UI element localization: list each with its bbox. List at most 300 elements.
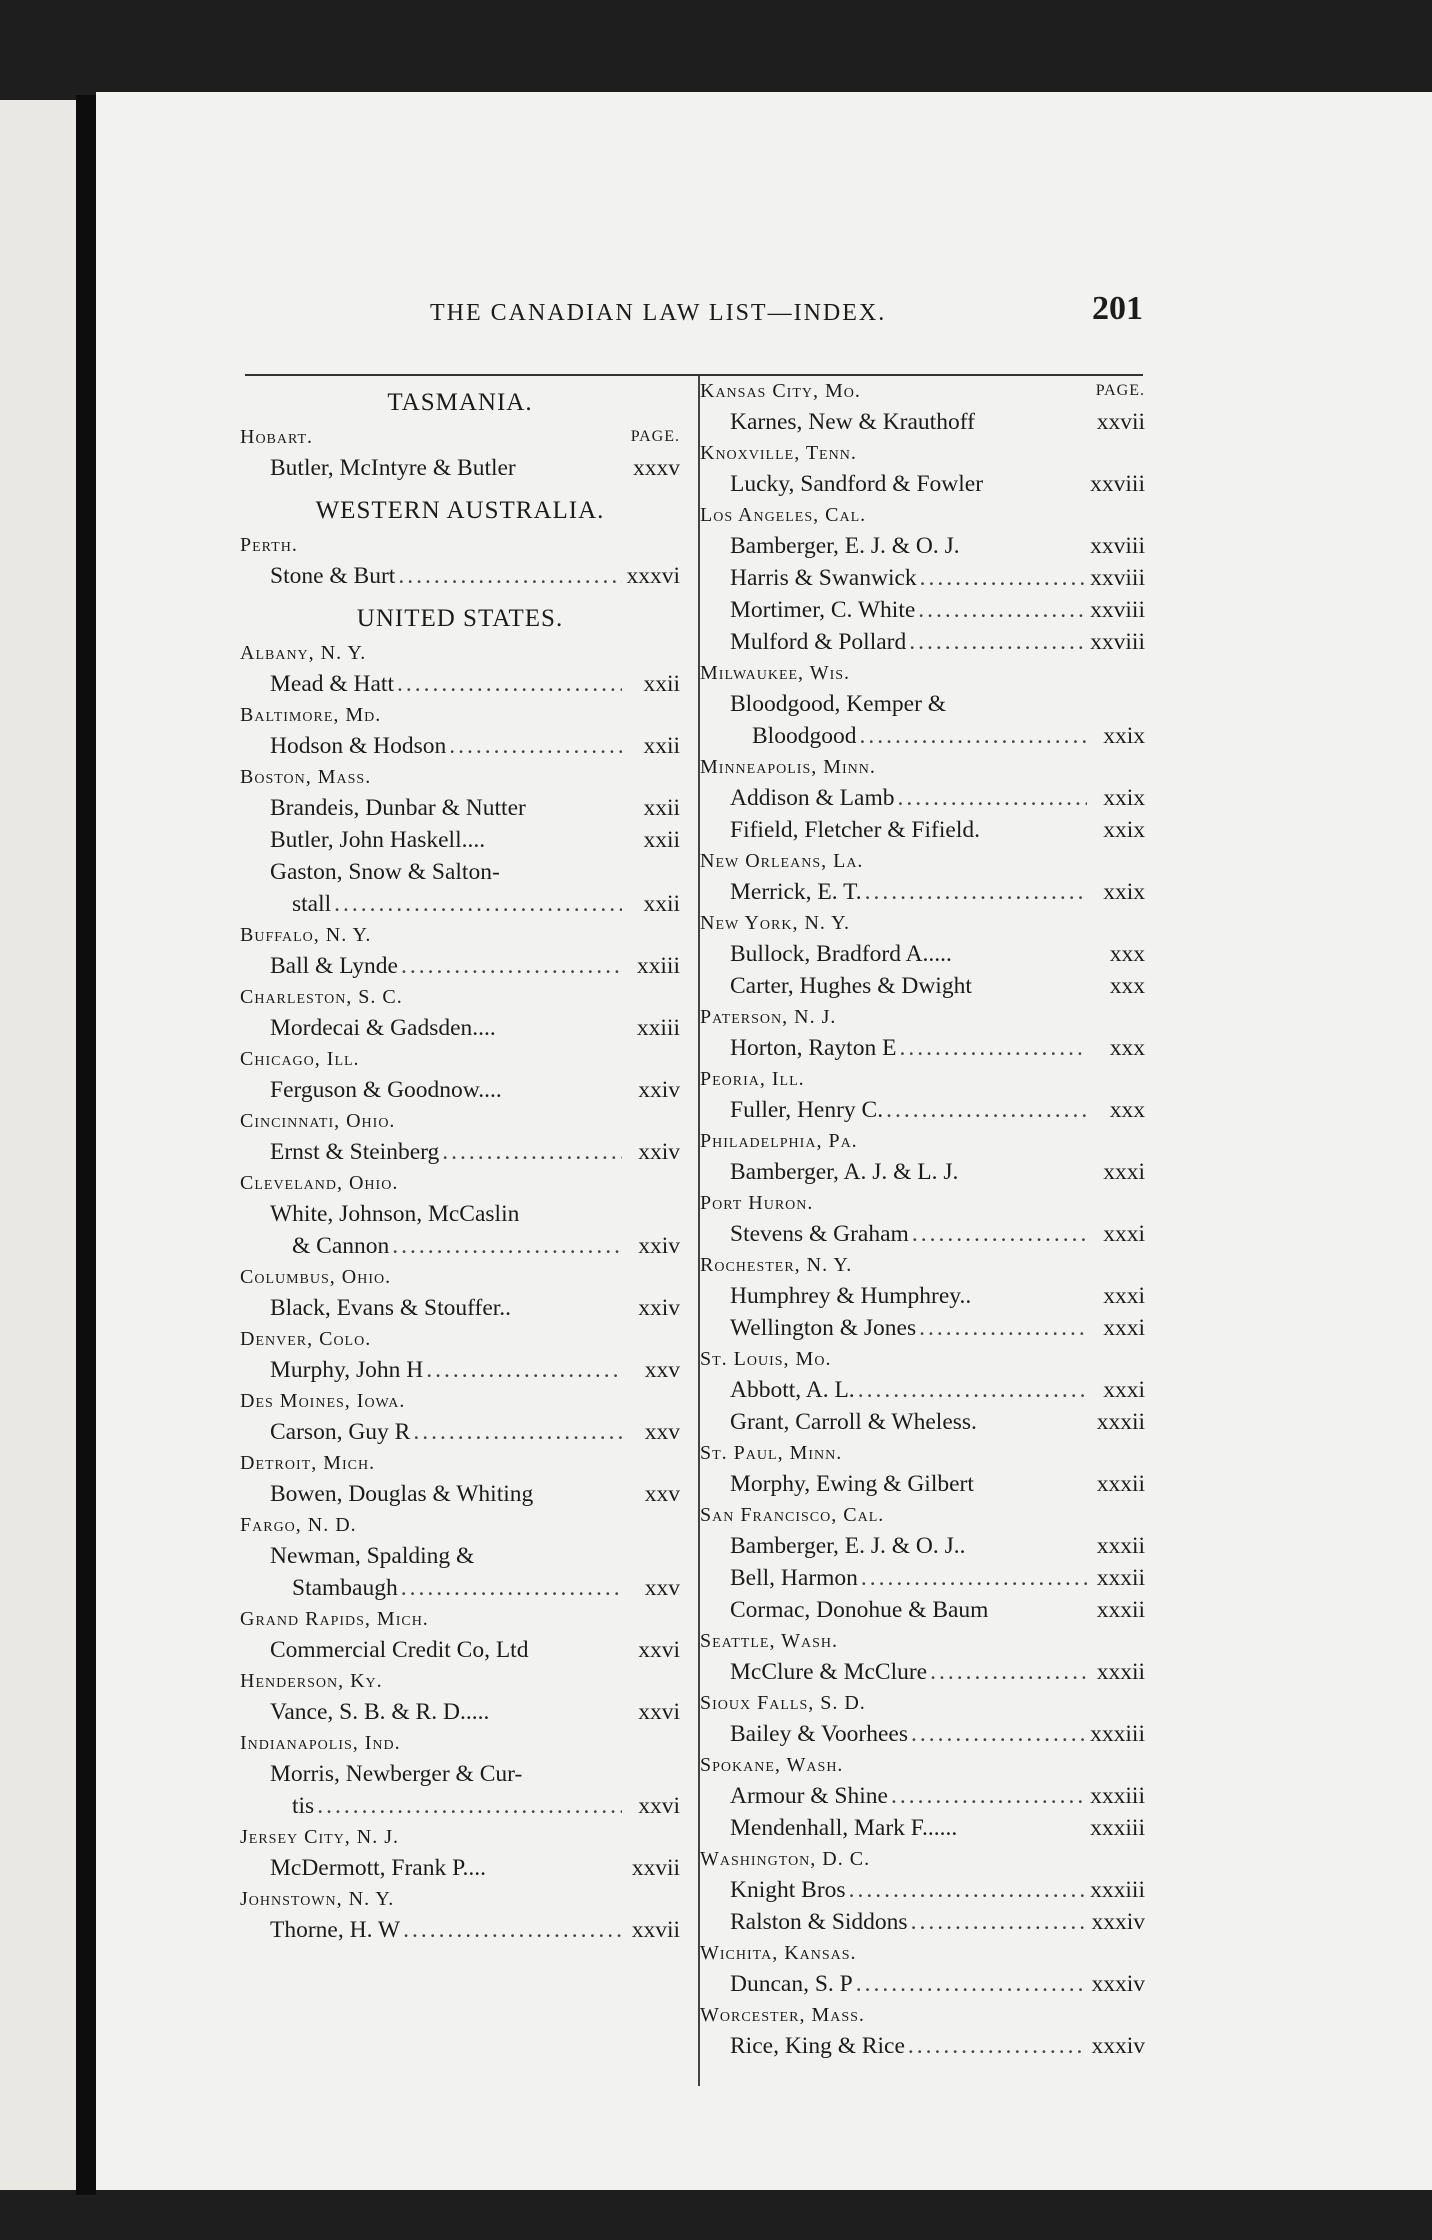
city-heading	[240, 1510, 680, 1540]
page-reference: xxix	[1103, 879, 1145, 905]
index-entry	[240, 1198, 680, 1230]
leader-dots	[917, 562, 1087, 594]
city-heading	[240, 1728, 680, 1758]
page-reference	[622, 1540, 680, 1572]
entry-name: Ralston & Siddons	[730, 1909, 908, 1935]
city-name: Denver, Colo.	[240, 1328, 372, 1350]
page-reference: xxxiv	[1091, 2033, 1145, 2059]
entry-name: Morphy, Ewing & Gilbert	[730, 1471, 974, 1497]
city-heading	[240, 1666, 680, 1696]
entry-name: Newman, Spalding &	[270, 1543, 475, 1569]
city-name: Jersey City, N. J.	[240, 1826, 400, 1848]
entry-name: Merrick, E. T.	[730, 879, 862, 905]
index-entry	[240, 792, 680, 824]
city-name: Peoria, Ill.	[700, 1068, 805, 1090]
index-entry	[240, 1790, 680, 1822]
leader-dots	[905, 2030, 1087, 2062]
index-entry	[700, 1718, 1145, 1750]
city-heading	[700, 1688, 1145, 1718]
entry-name: Thorne, H. W	[270, 1917, 401, 1943]
entry-name: Abbott, A. L.	[730, 1377, 855, 1403]
page-reference: xxxiii	[1090, 1815, 1145, 1841]
page-reference: xxii	[643, 671, 680, 697]
entry-name: Ball & Lynde	[270, 953, 398, 979]
entry-name: Knight Bros	[730, 1877, 846, 1903]
index-column-right	[700, 376, 1145, 2062]
index-entry	[700, 688, 1145, 720]
index-entry	[700, 1280, 1145, 1312]
page-reference: xxxiv	[1091, 1909, 1145, 1935]
entry-name: Mead & Hatt	[270, 671, 394, 697]
index-entry	[700, 530, 1145, 562]
entry-name: Hodson & Hodson	[270, 733, 447, 759]
index-entry	[240, 1572, 680, 1604]
city-heading	[700, 1126, 1145, 1156]
city-name: New York, N. Y.	[700, 912, 851, 934]
index-entry	[700, 1968, 1145, 2000]
page-reference: xxiv	[638, 1077, 680, 1103]
entry-name: McDermott, Frank P....	[270, 1855, 487, 1881]
entry-name: Stambaugh	[292, 1575, 398, 1601]
previous-page-edge	[0, 100, 76, 2190]
page-reference: xxiv	[638, 1295, 680, 1321]
leader-dots	[858, 1562, 1087, 1594]
city-name: Fargo, N. D.	[240, 1514, 357, 1536]
page-reference: xxxii	[1096, 1533, 1145, 1559]
index-entry	[240, 668, 680, 700]
city-heading	[240, 422, 680, 452]
entry-name: Bloodgood, Kemper &	[730, 691, 947, 717]
index-entry	[240, 1292, 680, 1324]
city-name: Chicago, Ill.	[240, 1048, 360, 1070]
page-reference: xxiv	[638, 1233, 680, 1259]
city-name: San Francisco, Cal.	[700, 1504, 885, 1526]
city-heading	[700, 1626, 1145, 1656]
index-entry	[700, 782, 1145, 814]
city-name: Perth.	[240, 534, 298, 556]
section-heading: WESTERN AUSTRALIA.	[315, 497, 605, 524]
city-heading	[700, 376, 1145, 406]
entry-name: Vance, S. B. & R. D.....	[270, 1699, 490, 1725]
leader-dots	[908, 1718, 1087, 1750]
page-reference: xxxiii	[1090, 1721, 1145, 1747]
leader-dots	[896, 1032, 1087, 1064]
entry-name: Mordecai & Gadsden....	[270, 1015, 496, 1041]
index-entry	[700, 626, 1145, 658]
page-reference: xxxiii	[1090, 1877, 1145, 1903]
city-name: Boston, Mass.	[240, 766, 372, 788]
city-name: Philadelphia, Pa.	[700, 1130, 858, 1152]
index-entry	[240, 1136, 680, 1168]
city-heading	[700, 1250, 1145, 1280]
leader-dots	[853, 1968, 1087, 2000]
page-reference: xxxi	[1103, 1159, 1145, 1185]
entry-name: Murphy, John H	[270, 1357, 424, 1383]
page-reference: xxx	[1109, 941, 1145, 967]
city-heading	[240, 1604, 680, 1634]
entry-name: Bell, Harmon	[730, 1565, 858, 1591]
page-reference: xxxii	[1096, 1565, 1145, 1591]
page-reference: xxiv	[638, 1139, 680, 1165]
index-entry	[700, 1094, 1145, 1126]
page-reference: xxii	[643, 891, 680, 917]
index-entry	[240, 824, 680, 856]
page-reference: xxxii	[1096, 1409, 1145, 1435]
page-reference: xxix	[1103, 785, 1145, 811]
index-entry	[240, 1416, 680, 1448]
index-entry	[240, 1758, 680, 1790]
index-entry	[700, 1594, 1145, 1626]
page-reference: xxviii	[1090, 629, 1145, 655]
city-name: Milwaukee, Wis.	[700, 662, 851, 684]
city-heading	[240, 1044, 680, 1074]
index-entry	[240, 1074, 680, 1106]
entry-name: Armour & Shine	[730, 1783, 888, 1809]
city-name: Grand Rapids, Mich.	[240, 1608, 429, 1630]
page-reference: xxx	[1109, 1035, 1145, 1061]
entry-name: Butler, McIntyre & Butler	[270, 455, 516, 481]
city-name: Sioux Falls, S. D.	[700, 1692, 866, 1714]
entry-name: Lucky, Sandford & Fowler	[730, 471, 984, 497]
index-entry	[700, 1312, 1145, 1344]
index-entry	[700, 1812, 1145, 1844]
entry-name: Bamberger, A. J. & L. J.	[730, 1159, 959, 1185]
page-reference: xxii	[643, 827, 680, 853]
index-entry	[700, 970, 1145, 1002]
leader-dots	[394, 668, 622, 700]
section-heading: UNITED STATES.	[356, 605, 564, 632]
page-reference: xxxi	[1103, 1221, 1145, 1247]
leader-dots	[909, 1218, 1087, 1250]
city-name: New Orleans, La.	[700, 850, 864, 872]
leader-dots	[398, 1572, 622, 1604]
page-reference: xxxi	[1103, 1377, 1145, 1403]
index-column-left	[240, 376, 680, 1946]
index-entry	[240, 560, 680, 592]
entry-name: Cormac, Donohue & Baum	[730, 1597, 989, 1623]
page-reference: xxvi	[638, 1637, 680, 1663]
leader-dots	[395, 560, 622, 592]
entry-name: stall	[292, 891, 332, 917]
city-name: Hobart.	[240, 426, 314, 448]
entry-name: Carson, Guy R	[270, 1419, 411, 1445]
index-entry	[700, 406, 1145, 438]
index-entry	[700, 1656, 1145, 1688]
entry-name: Black, Evans & Stouffer..	[270, 1295, 512, 1321]
index-entry	[700, 1156, 1145, 1188]
leader-dots	[906, 626, 1087, 658]
city-heading	[700, 1500, 1145, 1530]
city-heading	[240, 1168, 680, 1198]
city-heading	[700, 1844, 1145, 1874]
page-reference: xxxii	[1096, 1471, 1145, 1497]
city-heading	[240, 700, 680, 730]
leader-dots	[398, 950, 622, 982]
city-name: Kansas City, Mo.	[700, 380, 861, 402]
page-reference: xxvii	[1096, 409, 1145, 435]
page-column-label: PAGE.	[630, 428, 680, 445]
city-name: Des Moines, Iowa.	[240, 1390, 406, 1412]
index-entry	[700, 1562, 1145, 1594]
entry-name: Bamberger, E. J. & O. J..	[730, 1533, 966, 1559]
city-heading	[240, 530, 680, 560]
entry-name: Bamberger, E. J. & O. J.	[730, 533, 960, 559]
leader-dots	[439, 1136, 622, 1168]
city-name: Detroit, Mich.	[240, 1452, 376, 1474]
city-heading	[240, 1448, 680, 1478]
index-entry	[700, 1406, 1145, 1438]
entry-name: Bloodgood	[752, 723, 857, 749]
city-heading	[240, 1822, 680, 1852]
index-entry	[700, 2030, 1145, 2062]
page-reference: xxxiii	[1090, 1783, 1145, 1809]
entry-name: Fuller, Henry C.	[730, 1097, 884, 1123]
page-reference: xxvi	[638, 1699, 680, 1725]
page-reference: xxiii	[636, 953, 680, 979]
entry-name: Stevens & Graham	[730, 1221, 909, 1247]
entry-name: Humphrey & Humphrey..	[730, 1283, 972, 1309]
leader-dots	[423, 1354, 622, 1386]
city-name: Johnstown, N. Y.	[240, 1888, 395, 1910]
city-heading	[240, 638, 680, 668]
page-reference: xxix	[1103, 723, 1145, 749]
city-name: St. Paul, Minn.	[700, 1442, 843, 1464]
leader-dots	[855, 1374, 1087, 1406]
leader-dots	[400, 1914, 622, 1946]
leader-dots	[410, 1416, 622, 1448]
index-entry	[700, 468, 1145, 500]
index-entry	[700, 876, 1145, 908]
city-name: Columbus, Ohio.	[240, 1266, 392, 1288]
city-name: Wichita, Kansas.	[700, 1942, 857, 1964]
city-heading	[240, 1262, 680, 1292]
city-heading	[240, 920, 680, 950]
leader-dots	[856, 720, 1087, 752]
index-entry	[700, 1468, 1145, 1500]
index-entry	[700, 1032, 1145, 1064]
index-entry	[240, 1478, 680, 1510]
city-name: Rochester, N. Y.	[700, 1254, 853, 1276]
entry-name: Karnes, New & Krauthoff	[730, 409, 975, 435]
city-heading	[700, 500, 1145, 530]
page-reference	[622, 856, 680, 888]
city-heading	[240, 982, 680, 1012]
index-entry	[700, 720, 1145, 752]
city-heading	[240, 762, 680, 792]
leader-dots	[331, 888, 622, 920]
city-name: Cleveland, Ohio.	[240, 1172, 399, 1194]
index-entry	[700, 938, 1145, 970]
entry-name: Addison & Lamb	[730, 785, 895, 811]
entry-name: White, Johnson, McCaslin	[270, 1201, 520, 1227]
city-name: Spokane, Wash.	[700, 1754, 844, 1776]
city-name: Paterson, N. J.	[700, 1006, 837, 1028]
entry-name: Stone & Burt	[270, 563, 396, 589]
entry-name: Ferguson & Goodnow....	[270, 1077, 502, 1103]
page-reference: xxv	[644, 1419, 680, 1445]
page-reference: xxxv	[633, 455, 680, 481]
index-entry	[240, 856, 680, 888]
page-reference: xxv	[644, 1575, 680, 1601]
entry-name: Bailey & Voorhees	[730, 1721, 908, 1747]
city-name: Baltimore, Md.	[240, 704, 382, 726]
index-entry	[700, 1218, 1145, 1250]
page-reference: xxviii	[1090, 471, 1145, 497]
header-title: THE CANADIAN LAW LIST—INDEX.	[430, 300, 887, 326]
entry-name: Horton, Rayton E	[730, 1035, 897, 1061]
index-entry	[240, 1230, 680, 1262]
leader-dots	[888, 1780, 1087, 1812]
page-reference: xxv	[644, 1357, 680, 1383]
page-reference	[1087, 688, 1145, 720]
page-reference: xxxiv	[1091, 1971, 1145, 1997]
city-heading	[700, 752, 1145, 782]
page-reference: xxvii	[631, 1855, 680, 1881]
leader-dots	[389, 1230, 622, 1262]
index-entry	[240, 1634, 680, 1666]
city-heading	[240, 1324, 680, 1354]
city-heading	[700, 2000, 1145, 2030]
city-name: Knoxville, Tenn.	[700, 442, 857, 464]
city-name: Cincinnati, Ohio.	[240, 1110, 396, 1132]
running-header	[430, 290, 1143, 327]
city-heading	[700, 908, 1145, 938]
page-reference: xxxii	[1096, 1597, 1145, 1623]
section-heading: TASMANIA.	[387, 389, 533, 416]
entry-name: Wellington & Jones	[730, 1315, 917, 1341]
leader-dots	[915, 594, 1087, 626]
page-reference: xxix	[1103, 817, 1145, 843]
entry-name: Morris, Newberger & Cur-	[270, 1761, 523, 1787]
entry-name: Commercial Credit Co, Ltd	[270, 1637, 529, 1663]
entry-name: tis	[292, 1793, 315, 1819]
page-reference: xxvii	[631, 1917, 680, 1943]
index-entry	[700, 814, 1145, 846]
page-reference: xxxii	[1096, 1659, 1145, 1685]
city-heading	[240, 1106, 680, 1136]
city-name: Buffalo, N. Y.	[240, 924, 372, 946]
entry-name: Mulford & Pollard	[730, 629, 907, 655]
leader-dots	[846, 1874, 1087, 1906]
leader-dots	[314, 1790, 622, 1822]
index-entry	[700, 1906, 1145, 1938]
city-heading	[240, 1386, 680, 1416]
leader-dots	[883, 1094, 1087, 1126]
book-gutter	[76, 95, 96, 2195]
entry-name: Butler, John Haskell....	[270, 827, 486, 853]
entry-name: Rice, King & Rice	[730, 2033, 905, 2059]
entry-name: Harris & Swanwick	[730, 565, 917, 591]
index-entry	[240, 950, 680, 982]
entry-name: & Cannon	[292, 1233, 390, 1259]
page-reference: xxviii	[1090, 597, 1145, 623]
page-reference: xxii	[643, 733, 680, 759]
city-heading	[700, 1438, 1145, 1468]
city-heading	[700, 1750, 1145, 1780]
page-reference: xxxi	[1103, 1283, 1145, 1309]
page-reference: xxv	[644, 1481, 680, 1507]
index-entry	[700, 1780, 1145, 1812]
city-name: Los Angeles, Cal.	[700, 504, 867, 526]
index-entry	[240, 1852, 680, 1884]
page-reference: xxxi	[1103, 1315, 1145, 1341]
entry-name: Carter, Hughes & Dwight	[730, 973, 972, 999]
city-name: Indianapolis, Ind.	[240, 1732, 401, 1754]
city-name: Minneapolis, Minn.	[700, 756, 876, 778]
index-entry	[700, 594, 1145, 626]
page-column-label: PAGE.	[1095, 382, 1145, 399]
city-name: Seattle, Wash.	[700, 1630, 838, 1652]
index-entry	[240, 888, 680, 920]
page-reference: xxiii	[636, 1015, 680, 1041]
entry-name: Ernst & Steinberg	[270, 1139, 440, 1165]
city-name: Port Huron.	[700, 1192, 814, 1214]
index-entry	[240, 1914, 680, 1946]
index-entry	[240, 1696, 680, 1728]
city-name: St. Louis, Mo.	[700, 1348, 832, 1370]
leader-dots	[916, 1312, 1087, 1344]
index-entry	[700, 1530, 1145, 1562]
entry-name: Bullock, Bradford A.....	[730, 941, 952, 967]
page-reference: xxviii	[1090, 533, 1145, 559]
index-entry	[240, 1354, 680, 1386]
index-entry	[700, 1374, 1145, 1406]
city-heading	[700, 658, 1145, 688]
city-name: Charleston, S. C.	[240, 986, 403, 1008]
leader-dots	[908, 1906, 1087, 1938]
index-entry	[240, 730, 680, 762]
leader-dots	[862, 876, 1087, 908]
index-entry	[240, 452, 680, 484]
city-name: Washington, D. C.	[700, 1848, 871, 1870]
leader-dots	[895, 782, 1088, 814]
city-heading	[700, 846, 1145, 876]
entry-name: Duncan, S. P	[730, 1971, 853, 1997]
page-reference: xxxvi	[626, 563, 680, 589]
page-reference: xxii	[643, 795, 680, 821]
page-reference: xxviii	[1090, 565, 1145, 591]
city-name: Henderson, Ky.	[240, 1670, 383, 1692]
page-reference: xxx	[1109, 973, 1145, 999]
page-reference: xxx	[1109, 1097, 1145, 1123]
page-reference: xxvi	[638, 1793, 680, 1819]
entry-name: Fifield, Fletcher & Fifield.	[730, 817, 980, 843]
city-heading	[240, 1884, 680, 1914]
city-heading	[700, 1188, 1145, 1218]
entry-name: Brandeis, Dunbar & Nutter	[270, 795, 526, 821]
city-heading	[700, 1002, 1145, 1032]
city-name: Albany, N. Y.	[240, 642, 367, 664]
entry-name: Bowen, Douglas & Whiting	[270, 1481, 534, 1507]
city-name: Worcester, Mass.	[700, 2004, 865, 2026]
page-reference	[622, 1198, 680, 1230]
entry-name: Grant, Carroll & Wheless.	[730, 1409, 977, 1435]
city-heading	[700, 438, 1145, 468]
city-heading	[700, 1344, 1145, 1374]
index-entry	[240, 1012, 680, 1044]
index-entry	[700, 1874, 1145, 1906]
page-number: 201	[1092, 290, 1143, 327]
city-heading	[700, 1938, 1145, 1968]
entry-name: Mendenhall, Mark F......	[730, 1815, 958, 1841]
entry-name: Mortimer, C. White	[730, 597, 916, 623]
leader-dots	[927, 1656, 1087, 1688]
entry-name: McClure & McClure	[730, 1659, 928, 1685]
city-heading	[700, 1064, 1145, 1094]
index-entry	[240, 1540, 680, 1572]
index-entry	[700, 562, 1145, 594]
entry-name: Gaston, Snow & Salton-	[270, 859, 500, 885]
